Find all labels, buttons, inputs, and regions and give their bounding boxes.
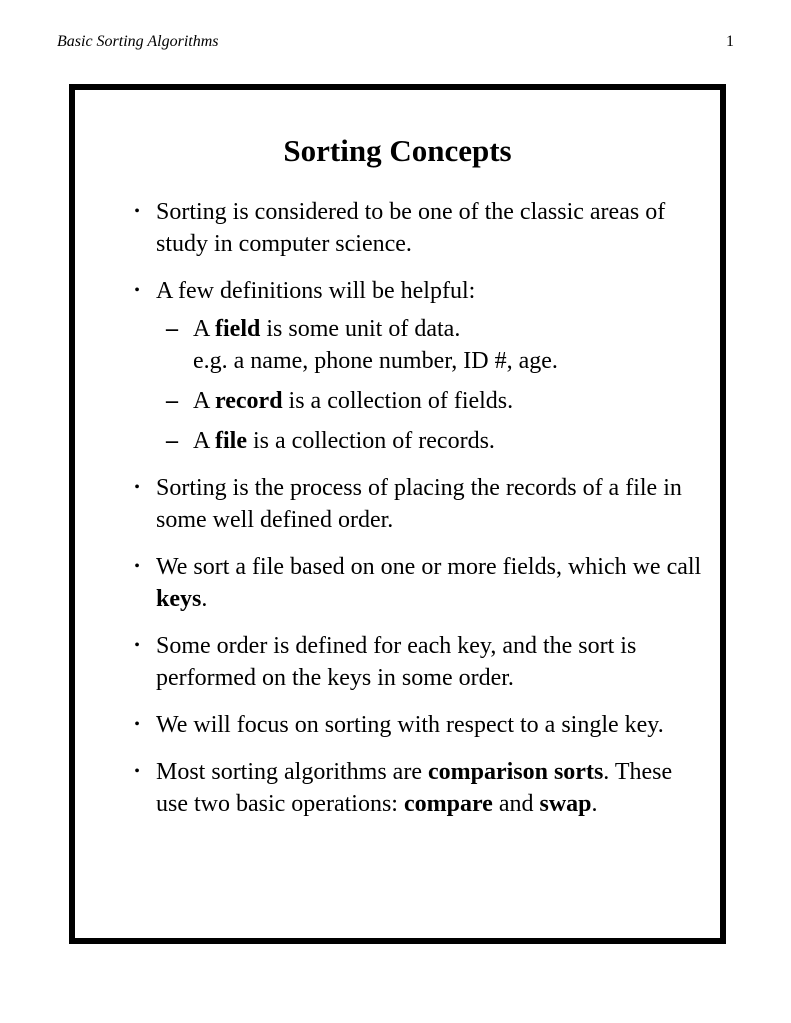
slide-title: Sorting Concepts xyxy=(283,133,512,168)
definition-prefix: A xyxy=(193,428,216,454)
definition-text: is a collection of records. xyxy=(247,428,495,454)
bullet-text: We will focus on sorting with respect to a single key. xyxy=(156,712,664,738)
definition-item xyxy=(166,313,705,377)
bullet-text: Some order is defined for each key, and the sort is performed on the keys in some order. xyxy=(156,633,637,691)
bullet-text-end: . xyxy=(201,586,208,612)
definition-term: record xyxy=(215,388,283,414)
bullet-text: We sort a file based on one or more fields, which we call xyxy=(156,554,702,580)
definition-item xyxy=(166,385,705,417)
definition-prefix: A xyxy=(193,316,216,342)
bullet-item xyxy=(130,472,705,536)
bullet-text-end: . xyxy=(591,791,598,817)
bullet-icon: • xyxy=(134,203,140,220)
definition-text: is a collection of fields. xyxy=(282,388,514,414)
bullet-icon: • xyxy=(134,716,140,733)
definition-example: e.g. a name, phone number, ID #, age. xyxy=(193,348,558,374)
bullet-item xyxy=(130,196,705,260)
running-title: Basic Sorting Algorithms xyxy=(57,33,219,50)
bullet-icon: • xyxy=(134,479,140,496)
bullet-text: A few definitions will be helpful: xyxy=(156,278,476,304)
bullet-icon: • xyxy=(134,637,140,654)
bullet-item xyxy=(130,275,705,457)
definition-prefix: A xyxy=(193,388,216,414)
bullet-term: swap xyxy=(539,791,592,817)
dash-icon: – xyxy=(166,428,178,454)
definition-term: file xyxy=(215,428,247,454)
bullet-icon: • xyxy=(134,282,140,299)
bullet-icon: • xyxy=(134,763,140,780)
bullet-icon: • xyxy=(134,558,140,575)
dash-icon: – xyxy=(166,388,178,414)
page-number: 1 xyxy=(726,33,734,50)
bullet-term: keys xyxy=(156,586,202,612)
slide-frame xyxy=(69,84,726,944)
bullet-item xyxy=(130,756,705,820)
definition-list xyxy=(166,313,705,457)
bullet-text: Most sorting algorithms are xyxy=(156,759,428,785)
definition-text: is some unit of data. xyxy=(260,316,461,342)
running-header xyxy=(57,33,734,55)
bullet-term: comparison sorts xyxy=(427,759,604,785)
bullet-text: . These use two basic operations: xyxy=(156,759,673,817)
bullet-text: and xyxy=(492,791,540,817)
bullet-text: Sorting is considered to be one of the classic areas of study in computer science. xyxy=(156,199,666,257)
definition-item xyxy=(166,425,705,457)
bullet-term: compare xyxy=(403,791,493,817)
bullet-item xyxy=(130,551,705,615)
bullet-text: Sorting is the process of placing the records of a file in some well defined order. xyxy=(156,475,682,533)
bullet-item xyxy=(130,630,705,694)
definition-term: field xyxy=(215,316,261,342)
bullet-item xyxy=(130,709,705,741)
bullet-list xyxy=(130,196,705,835)
dash-icon: – xyxy=(166,316,178,342)
